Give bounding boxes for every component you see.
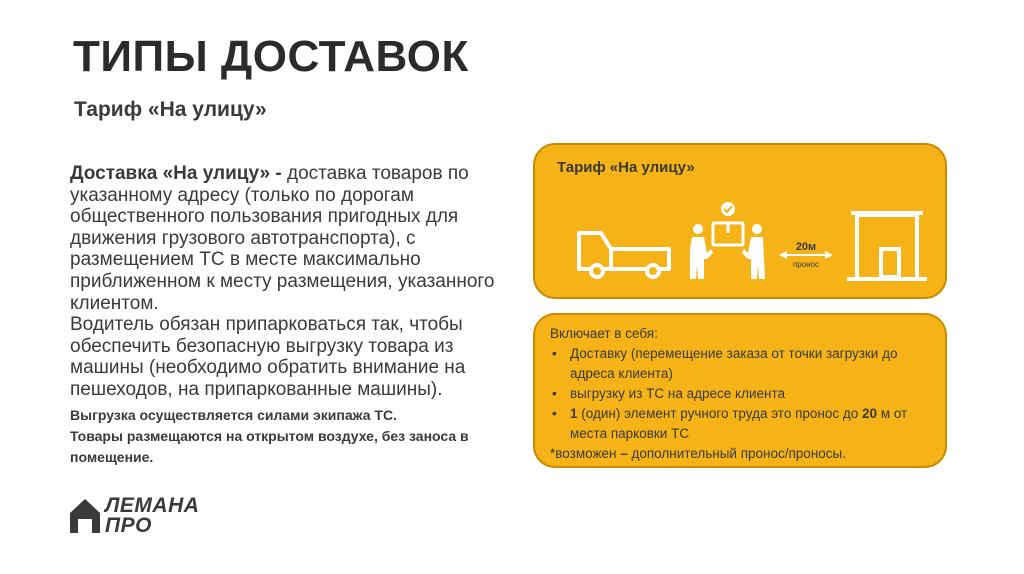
movers-icon (690, 223, 765, 279)
description-lead-term: Доставка «На улицу» - (70, 163, 282, 184)
carry-text-end: м от места парковки ТС (570, 406, 908, 441)
carry-text: (один) элемент ручного труда это пронос до (577, 406, 863, 421)
note-line-2: Товары размещаются на открытом воздухе, без заноса в помещение. (70, 428, 469, 465)
house-logo-icon (68, 495, 102, 535)
delivery-illustration (561, 191, 931, 291)
description-paragraph-1 (70, 163, 510, 314)
check-icon (721, 202, 735, 216)
distance-label: пронос (792, 260, 820, 269)
truck-icon (579, 233, 669, 277)
logo-line-2: ПРО (105, 514, 152, 537)
description-text (70, 163, 510, 401)
building-icon (847, 213, 927, 279)
carry-distance: 20 (862, 406, 878, 421)
tariff-card-title: Тариф «На улицу» (557, 159, 695, 176)
logo-line-1: ЛЕМАНА (105, 494, 200, 517)
includes-card (533, 313, 947, 468)
page-subtitle: Тариф «На улицу» (74, 98, 267, 121)
carry-count: 1 (570, 406, 578, 421)
note-line-1: Выгрузка осуществляется силами экипажа ТС. (70, 407, 397, 423)
company-logo (68, 493, 228, 539)
page-title: ТИПЫ ДОСТАВОК (73, 32, 469, 81)
unloading-note (70, 405, 510, 468)
includes-heading: Включает в себя: (550, 326, 658, 341)
tariff-card (533, 143, 947, 299)
includes-content (550, 324, 940, 464)
includes-item-carry (550, 404, 940, 444)
includes-item-delivery: • Доставку (перемещение заказа от точки загрузки до адреса клиента) (550, 344, 940, 384)
description-paragraph-2: Водитель обязан припарковаться так, чтобы обеспечить безопасную выгрузку товара из машины (необходимо обратить внимание на пешеходов, на припаркованные машины). (70, 314, 466, 400)
description-lead-rest: доставка товаров по указанному адресу (только по дорогам общественного пользования пригодных для движения грузового автотранспорта), с размещением ТС в месте максимально приближенном к месту размещения, указанного клиентом. (70, 163, 495, 314)
includes-item-unloading: • выгрузку из ТС на адресе клиента (550, 384, 940, 404)
includes-list (550, 344, 940, 444)
includes-footnote: *возможен – дополнительный пронос/проносы. (550, 446, 846, 461)
distance-value: 20м (795, 241, 817, 253)
